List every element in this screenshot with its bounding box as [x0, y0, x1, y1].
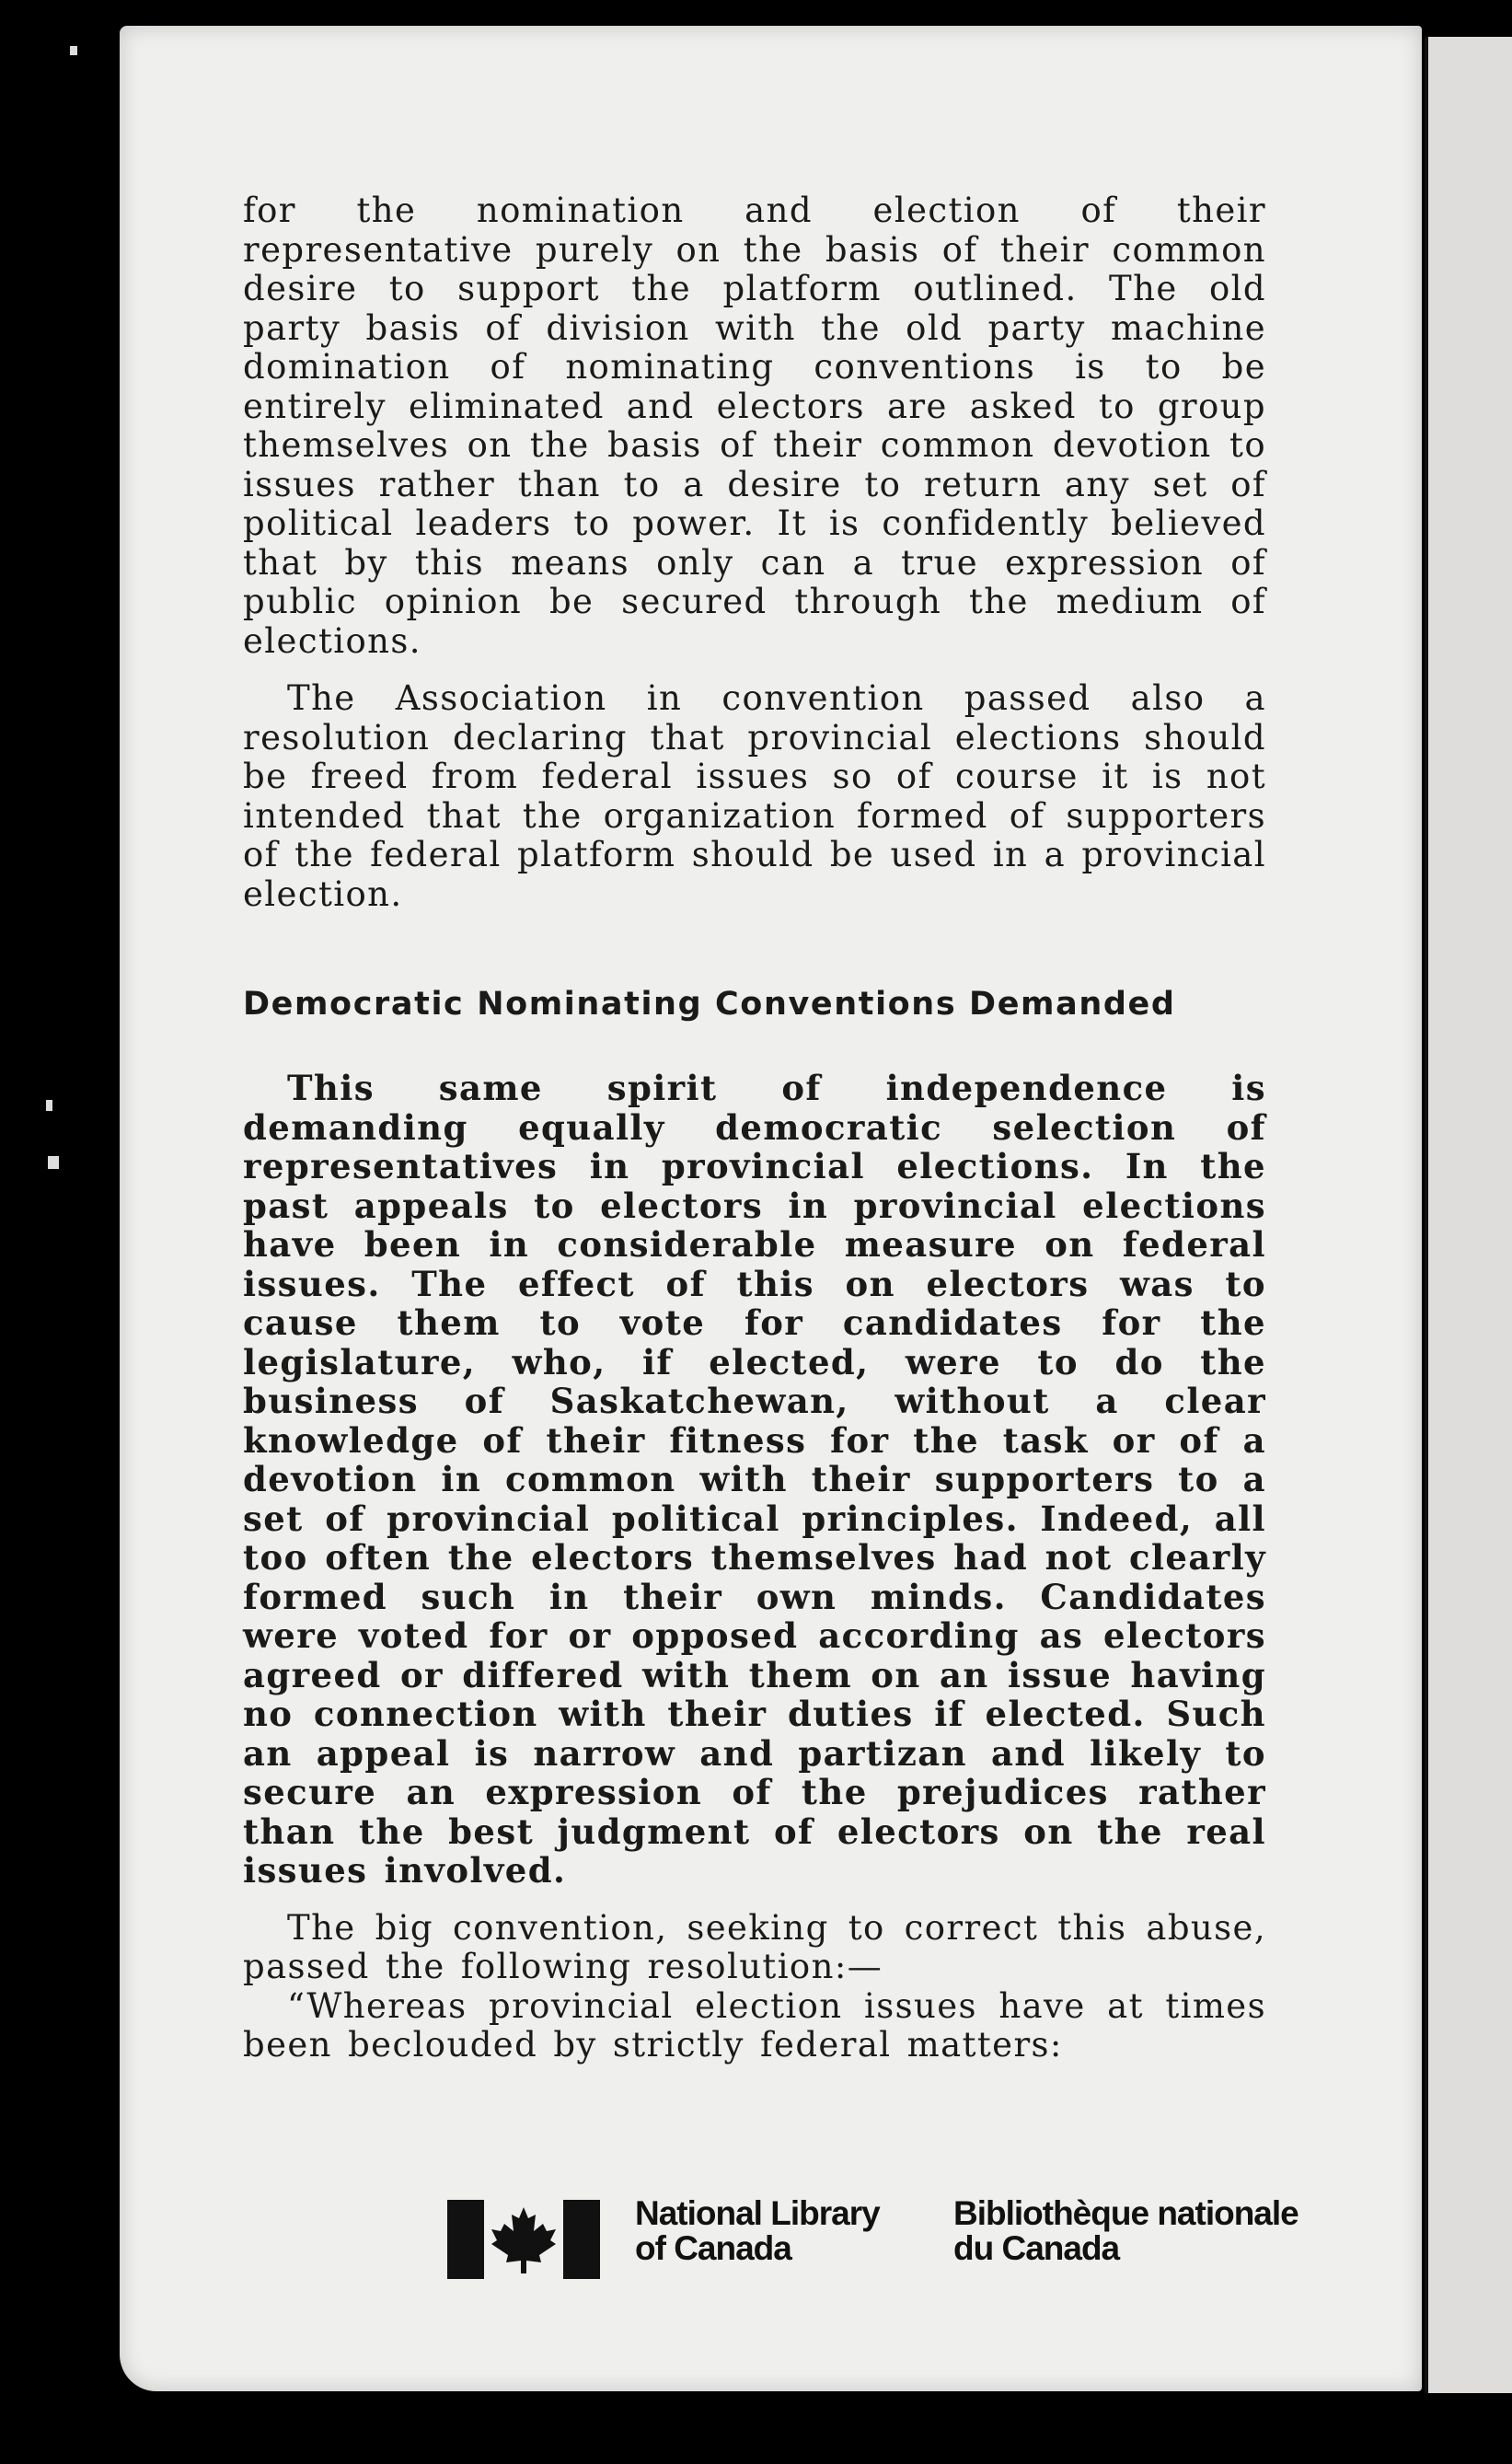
next-page-edge [1425, 37, 1512, 2393]
scan-speck [46, 1100, 52, 1111]
document-body [243, 191, 1266, 2065]
library-name-english-line1: National Library [635, 2194, 880, 2232]
paragraph-independence: This same spirit of independence is demanding equally democratic selection of representatives in provincial elections. In the past appeals to electors in provincial elections have been in considerable measure on federal issues. The effect of this on electors was to cause them to vote for candidates for the legislature, who, if elected, were to do the business of Saskatchewan, without a clear knowledge of their fitness for the task or of a devotion in common with their supporters to a set of provincial political principles. Indeed, all too often the electors themselves had not clearly formed such in their own minds. Candidates were voted for or opposed according as electors agreed or differed with them on an issue having no connection with their duties if elected. Such an appeal is narrow and partizan and likely to secure an expression of the prejudices rather than the best judgment of electors on the real issues involved. [243, 1068, 1266, 1891]
paragraph-big-convention: The big convention, seeking to correct this abuse, passed the following resolution:— [243, 1907, 1266, 1986]
scan-speck [48, 1156, 59, 1169]
section-heading: Democratic Nominating Conventions Demanded [243, 986, 1176, 1023]
scan-speck [70, 46, 77, 55]
canada-flag-icon [447, 2200, 600, 2279]
library-watermark [447, 2196, 1368, 2297]
library-name-french-line2: du Canada [953, 2229, 1120, 2267]
paragraph-provincial-resolution: The Association in convention passed also a resolution declaring that provincial elections should be freed from federal issues so of course it is not intended that the organization formed of supporters of the federal platform should be used in a provincial election. [243, 678, 1266, 914]
library-name-english [635, 2196, 880, 2266]
library-name-french [953, 2196, 1298, 2266]
paragraph-whereas-resolution: “Whereas provincial election issues have at times been beclouded by strictly federal matters: [243, 1985, 1266, 2065]
paragraph-nomination-basis: for the nomination and election of their representative purely on the basis of their common desire to support the platform outlined. The old party basis of division with the old party machine domination of nominating conventions is to be entirely eliminated and electors are asked to group themselves on the basis of their common devotion to issues rather than to a desire to return any set of political leaders to power. It is confidently believed that by this means only can a true expression of public opinion be secured through the medium of elections. [243, 191, 1266, 661]
library-name-french-line1: Bibliothèque nationale [953, 2194, 1298, 2232]
library-name-english-line2: of Canada [635, 2229, 791, 2267]
